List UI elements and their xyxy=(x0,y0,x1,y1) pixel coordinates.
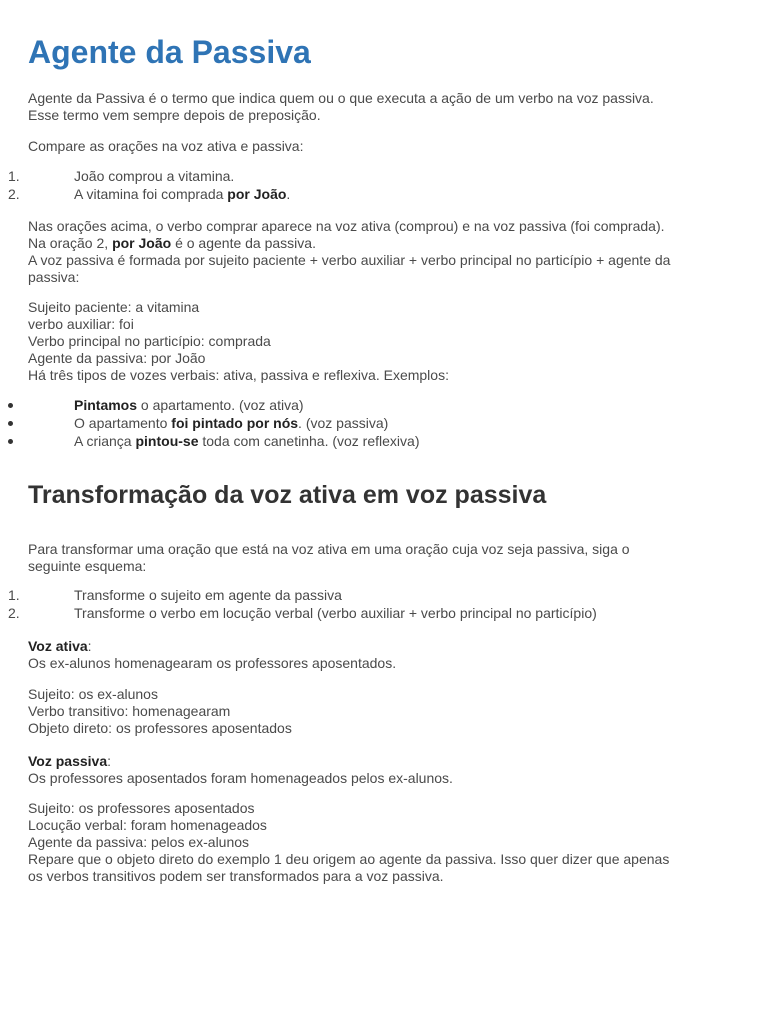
section-heading: Transformação da voz ativa em voz passiva xyxy=(28,481,547,509)
voz-ativa-sentence: Os ex-alunos homenagearam os professores aposentados. xyxy=(28,655,397,671)
passiva-part-line: os verbos transitivos podem ser transformados para a voz passiva. xyxy=(28,868,444,884)
bold-text: Pintamos xyxy=(74,397,138,413)
parts-line: Sujeito paciente: a vitamina xyxy=(28,299,200,315)
list-item xyxy=(0,397,760,415)
text-run: toda com canetinha. (voz reflexiva) xyxy=(198,433,420,449)
transform-intro-line: seguinte esquema: xyxy=(28,558,147,574)
list-item-text: Transforme o sujeito em agente da passiva xyxy=(74,587,342,603)
text-run: . xyxy=(286,186,291,202)
text-run: A vitamina foi comprada xyxy=(74,186,228,202)
text-run: o apartamento. (voz ativa) xyxy=(137,397,304,413)
list-item-text xyxy=(74,415,388,432)
parts-paragraph xyxy=(28,299,753,384)
voz-passiva-sentence: Os professores aposentados foram homenageados pelos ex-alunos. xyxy=(28,770,453,786)
bold-text: Voz ativa xyxy=(28,638,88,654)
text-run: O apartamento xyxy=(74,415,172,431)
voz-passiva-label-line xyxy=(28,753,753,770)
voz-ativa-paragraph xyxy=(28,638,753,672)
passiva-parts-paragraph xyxy=(28,800,753,885)
bold-text: pintou-se xyxy=(135,433,199,449)
bold-text: por João xyxy=(227,186,287,202)
parts-line: Verbo principal no particípio: comprada xyxy=(28,333,271,349)
text-run: é o agente da passiva. xyxy=(171,235,316,251)
list-number: 1. xyxy=(8,587,20,603)
parts-line: Há três tipos de vozes verbais: ativa, passiva e reflexiva. Exemplos: xyxy=(28,367,449,383)
explain-line xyxy=(28,235,753,252)
voz-ativa-label-line xyxy=(28,638,753,655)
list-item xyxy=(0,168,760,186)
list-number: 1. xyxy=(8,168,20,184)
explain-line: passiva: xyxy=(28,269,80,285)
transform-intro-line: Para transformar uma oração que está na voz ativa em uma oração cuja voz seja passiva, siga o xyxy=(28,541,630,557)
list-item xyxy=(0,587,760,605)
intro-line: Esse termo vem sempre depois de preposição. xyxy=(28,107,321,123)
list-item xyxy=(0,605,760,623)
list-item-text xyxy=(74,397,304,414)
list-number: 2. xyxy=(8,605,20,621)
passiva-part-line: Repare que o objeto direto do exemplo 1 deu origem ao agente da passiva. Isso quer dizer que apenas xyxy=(28,851,670,867)
intro-line: Agente da Passiva é o termo que indica quem ou o que executa a ação de um verbo na voz passiva. xyxy=(28,90,654,106)
numbered-list-2 xyxy=(0,587,760,623)
text-run: : xyxy=(87,638,92,654)
page-title: Agente da Passiva xyxy=(28,34,311,70)
list-item-text: Transforme o verbo em locução verbal (verbo auxiliar + verbo principal no particípio) xyxy=(74,605,597,621)
ativa-parts-paragraph xyxy=(28,686,753,737)
ativa-part-line: Verbo transitivo: homenagearam xyxy=(28,703,231,719)
compare-paragraph xyxy=(28,138,753,155)
text-run: A criança xyxy=(74,433,136,449)
bold-text: por João xyxy=(112,235,172,251)
text-run: Na oração 2, xyxy=(28,235,113,251)
parts-line: Agente da passiva: por João xyxy=(28,350,206,366)
bold-text: Voz passiva xyxy=(28,753,108,769)
passiva-part-line: Agente da passiva: pelos ex-alunos xyxy=(28,834,250,850)
bullet-icon xyxy=(8,439,13,444)
intro-paragraph xyxy=(28,90,753,124)
ativa-part-line: Sujeito: os ex-alunos xyxy=(28,686,158,702)
list-item xyxy=(0,415,760,433)
list-number: 2. xyxy=(8,186,20,202)
text-run: : xyxy=(107,753,112,769)
text-run: . (voz passiva) xyxy=(298,415,389,431)
explain-line: A voz passiva é formada por sujeito paciente + verbo auxiliar + verbo principal no particípio + agente da xyxy=(28,252,671,268)
explain-line: Nas orações acima, o verbo comprar aparece na voz ativa (comprou) e na voz passiva (foi comprada). xyxy=(28,218,665,234)
list-item-text: João comprou a vitamina. xyxy=(74,168,235,184)
passiva-part-line: Locução verbal: foram homenageados xyxy=(28,817,267,833)
ativa-part-line: Objeto direto: os professores aposentados xyxy=(28,720,292,736)
bullet-icon xyxy=(8,403,13,408)
list-item-text xyxy=(74,433,419,450)
compare-line: Compare as orações na voz ativa e passiva: xyxy=(28,138,304,154)
list-item-text xyxy=(74,186,290,203)
passiva-part-line: Sujeito: os professores aposentados xyxy=(28,800,255,816)
voz-passiva-paragraph xyxy=(28,753,753,787)
list-item xyxy=(0,186,760,204)
parts-line: verbo auxiliar: foi xyxy=(28,316,134,332)
bullet-list-examples xyxy=(0,397,760,451)
bold-text: foi pintado por nós xyxy=(171,415,299,431)
numbered-list-1 xyxy=(0,168,760,204)
list-item xyxy=(0,433,760,451)
bullet-icon xyxy=(8,421,13,426)
explain-paragraph xyxy=(28,218,753,286)
transform-intro-paragraph xyxy=(28,541,753,575)
